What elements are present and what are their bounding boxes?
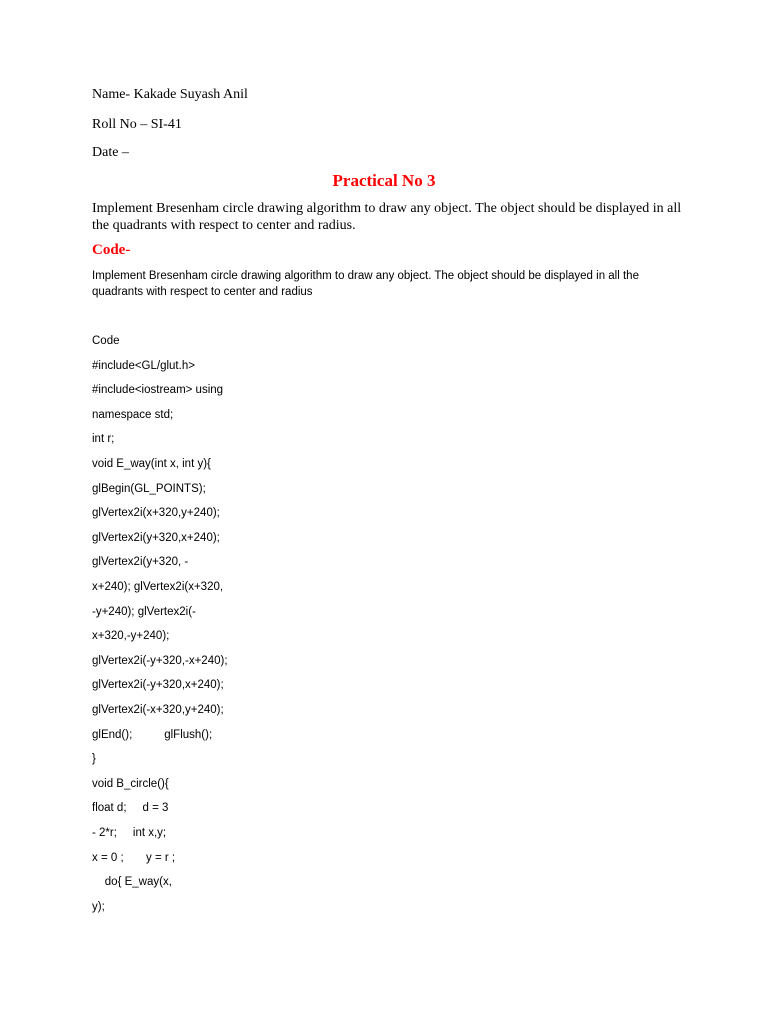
code-line: y); [92,900,105,913]
code-line: } [92,753,96,766]
code-line: - 2*r; int x,y; [92,827,167,839]
code-line: x = 0 ; y = r ; [92,851,176,864]
code-line: do{ E_way(x, [92,876,172,889]
code-line: void E_way(int x, int y){ [92,458,211,470]
code-line: x+320,-y+240); [92,630,170,643]
date-line: Date – [92,145,129,160]
code-line: -y+240); glVertex2i(- [92,605,196,618]
code-line: void B_circle(){ [92,777,169,790]
code-heading: Code- [92,242,131,258]
student-name: Name- Kakade Suyash Anil [92,87,248,102]
code-line: x+240); glVertex2i(x+320, [92,581,224,593]
roll-number: Roll No – SI-41 [92,117,182,132]
code-line: #include<iostream> using [92,384,224,397]
code-line: float d; d = 3 [92,802,169,815]
code-line: glVertex2i(-y+320,-x+240); [92,654,228,667]
code-line: glVertex2i(y+320, - [92,556,189,569]
code-line: namespace std; [92,408,174,421]
code-line: #include<GL/glut.h> [92,359,195,372]
code-line: int r; [92,433,115,446]
code-line: glVertex2i(-y+320,x+240); [92,679,224,692]
code-line: glVertex2i(-x+320,y+240); [92,704,224,716]
practical-title: Practical No 3 [332,171,436,190]
aim-paragraph: Implement Bresenham circle drawing algorithm to draw any object. The object should be displayed in all the quadrants with respect to center and radius. [92,201,682,233]
code-line: glVertex2i(y+320,x+240); [92,531,220,544]
code-line: Code [92,335,120,347]
aim-repeat-paragraph: Implement Bresenham circle drawing algorithm to draw any object. The object should be displayed in all the quadrants with respect to center and radius [92,270,639,298]
code-line: glEnd(); glFlush(); [92,728,213,741]
code-line: glVertex2i(x+320,y+240); [92,507,220,520]
code-line: glBegin(GL_POINTS); [92,482,206,495]
